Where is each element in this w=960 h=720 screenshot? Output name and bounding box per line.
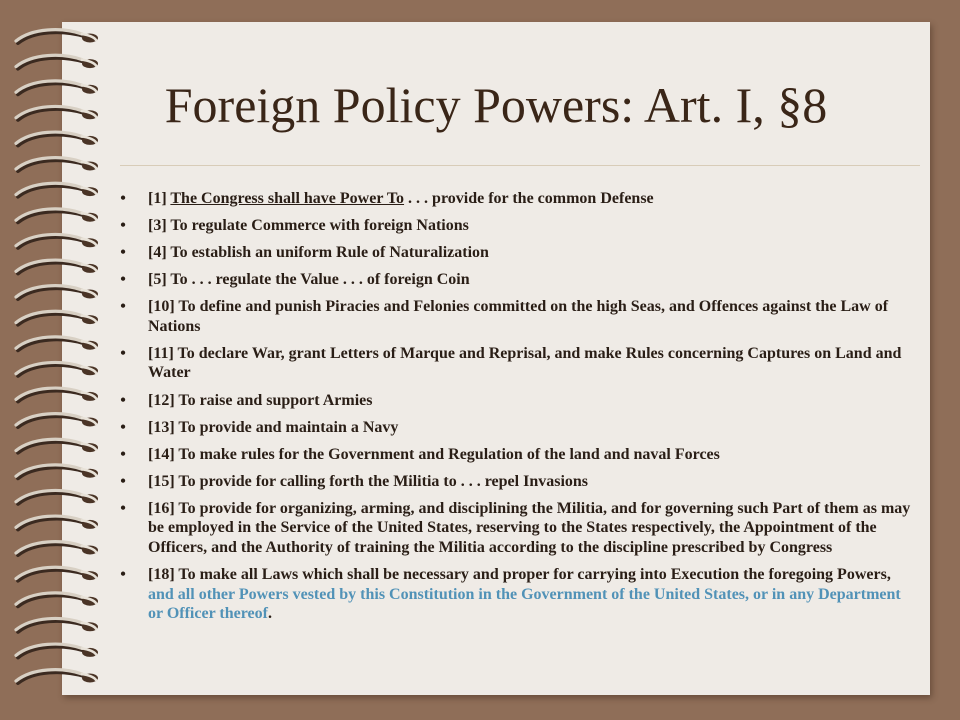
spiral-ring-icon xyxy=(16,30,98,43)
spiral-ring-icon xyxy=(16,311,98,324)
spiral-ring-icon xyxy=(16,158,98,171)
spiral-ring-icon xyxy=(16,362,98,375)
bullet-dot-icon: • xyxy=(120,391,126,409)
bullet-item xyxy=(120,243,918,263)
spiral-ring-icon xyxy=(16,490,98,503)
bullet-dot-icon: • xyxy=(120,271,126,289)
spiral-ring-icon xyxy=(16,132,98,145)
bullet-dot-icon: • xyxy=(120,499,126,517)
bullet-text: [11] To declare War, grant Letters of Marque and Reprisal, and make Rules concerning Captures on Land and Water xyxy=(148,344,902,382)
spiral-binding xyxy=(0,0,140,720)
bullet-item xyxy=(120,499,918,558)
spiral-ring-icon xyxy=(16,567,98,580)
bullet-item xyxy=(120,270,918,290)
bullet-text: [13] To provide and maintain a Navy xyxy=(148,418,399,436)
bullet-dot-icon: • xyxy=(120,298,126,316)
bullet-text: [15] To provide for calling forth the Militia to . . . repel Invasions xyxy=(148,472,589,490)
bullet-text: [4] To establish an uniform Rule of Naturalization xyxy=(148,244,489,262)
spiral-ring-icon xyxy=(16,465,98,478)
spiral-ring-icon xyxy=(16,414,98,427)
spiral-ring-icon xyxy=(16,439,98,452)
bullet-item xyxy=(120,297,918,336)
title-divider xyxy=(120,165,920,166)
bullet-list xyxy=(120,189,918,631)
bullet-dot-icon: • xyxy=(120,472,126,490)
bullet-item xyxy=(120,418,918,438)
bullet-item xyxy=(120,189,918,209)
underlined-text: The Congress shall have Power To xyxy=(170,190,405,207)
bullet-text: . xyxy=(267,605,272,623)
bullet-text: [16] To provide for organizing, arming, and disciplining the Militia, and for governing such Part of them as may be employed in the Service of the United States, reserving to the States respectively, the Appointment of the Officers, and the Authority of training the Militia according to the discipline prescribed by Congress xyxy=(148,499,911,556)
spiral-ring-icon xyxy=(16,286,98,299)
highlighted-text: and all other Powers vested by this Constitution in the Government of the United States, or in any Department or Officer thereof xyxy=(148,585,901,623)
bullet-item xyxy=(120,391,918,411)
bullet-item xyxy=(120,216,918,236)
bullet-dot-icon: • xyxy=(120,244,126,262)
bullet-dot-icon: • xyxy=(120,344,126,362)
bullet-text: [1] xyxy=(148,190,171,207)
bullet-text: [12] To raise and support Armies xyxy=(148,391,373,409)
bullet-text: [14] To make rules for the Government and Regulation of the land and naval Forces xyxy=(148,445,720,463)
slide-title: Foreign Policy Powers: Art. I, §8 xyxy=(164,77,828,133)
bullet-text: [10] To define and punish Piracies and Felonies committed on the high Seas, and Offences against the Law of Nations xyxy=(148,298,889,335)
bullet-dot-icon: • xyxy=(120,418,126,436)
bullet-text: [18] To make all Laws which shall be necessary and proper for carrying into Execution the foregoing Powers, xyxy=(148,566,891,584)
spiral-ring-icon xyxy=(16,388,98,401)
spiral-ring-icon xyxy=(16,183,98,196)
bullet-text: [5] To . . . regulate the Value . . . of foreign Coin xyxy=(148,271,470,289)
slide-paper xyxy=(62,22,930,695)
bullet-item xyxy=(120,344,918,383)
bullet-dot-icon: • xyxy=(120,190,126,207)
spiral-ring-icon xyxy=(16,644,98,657)
bullet-dot-icon: • xyxy=(120,217,126,235)
bullet-text: [3] To regulate Commerce with foreign Nations xyxy=(148,217,469,235)
spiral-ring-icon xyxy=(16,542,98,555)
spiral-ring-icon xyxy=(16,106,98,119)
spiral-ring-icon xyxy=(16,55,98,68)
spiral-ring-icon xyxy=(16,260,98,273)
spiral-ring-icon xyxy=(16,618,98,631)
spiral-ring-icon xyxy=(16,337,98,350)
spiral-ring-icon xyxy=(16,670,98,683)
bullet-item xyxy=(120,565,918,624)
bullet-text: . . . provide for the common Defense xyxy=(404,190,654,207)
bullet-item xyxy=(120,472,918,492)
bullet-item xyxy=(120,445,918,465)
bullet-dot-icon: • xyxy=(120,445,126,463)
bullet-dot-icon: • xyxy=(120,566,126,584)
spiral-ring-icon xyxy=(16,81,98,94)
spiral-ring-icon xyxy=(16,593,98,606)
spiral-ring-icon xyxy=(16,209,98,222)
spiral-ring-icon xyxy=(16,516,98,529)
spiral-ring-icon xyxy=(16,234,98,247)
